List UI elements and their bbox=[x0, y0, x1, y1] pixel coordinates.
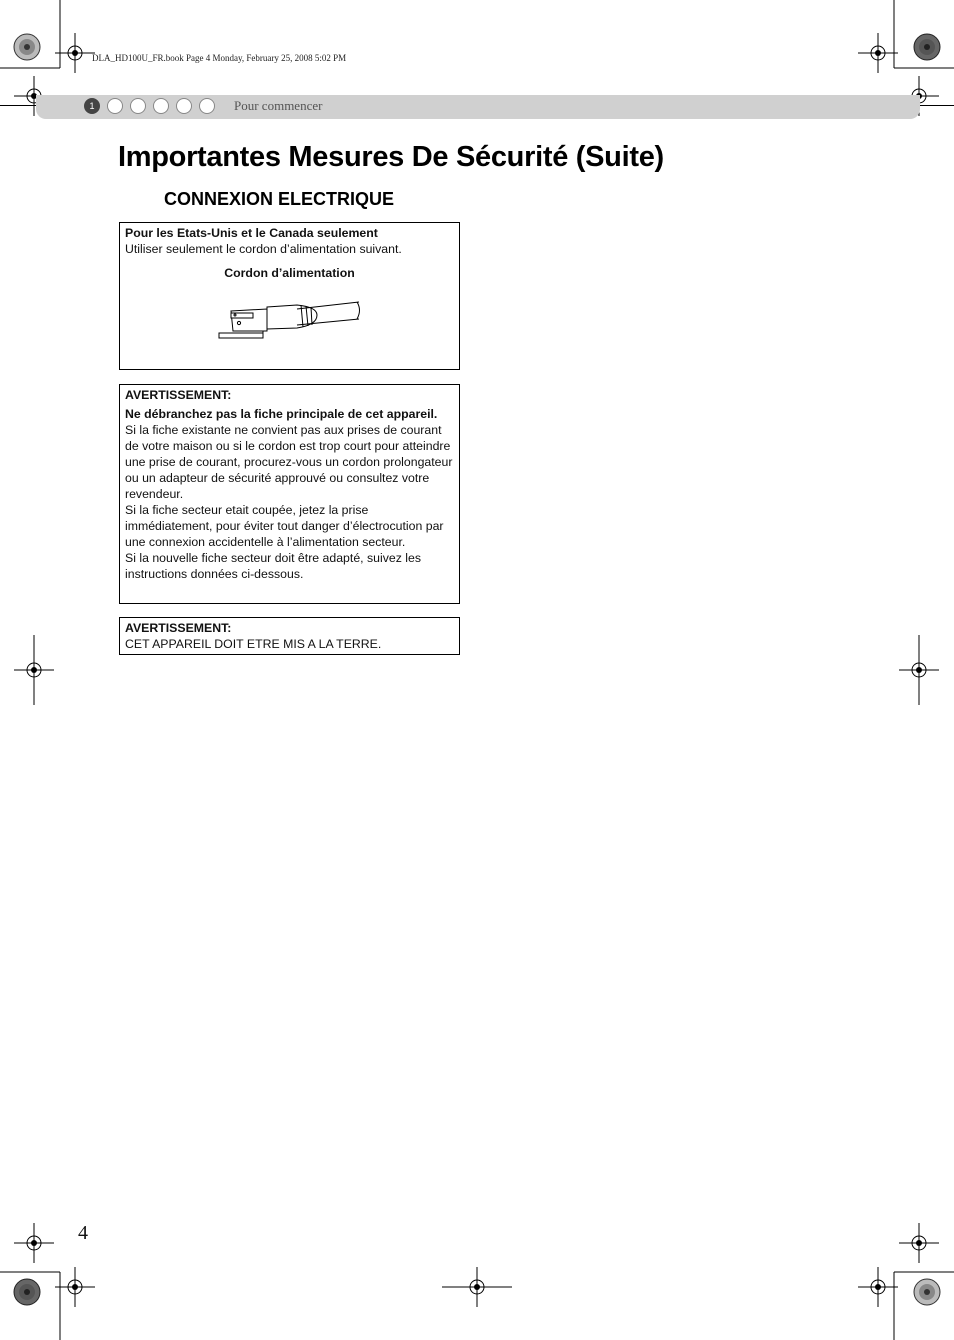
warning-heading: AVERTISSEMENT: bbox=[125, 388, 232, 402]
page-title: Importantes Mesures De Sécurité (Suite) bbox=[118, 141, 664, 173]
registration-target-icon bbox=[899, 1223, 939, 1263]
step-dot bbox=[176, 98, 192, 114]
warning-ground-box bbox=[119, 617, 460, 655]
box-text: Utiliser seulement le cordon d’alimentation suivant. bbox=[125, 242, 402, 256]
print-metadata: DLA_HD100U_FR.book Page 4 Monday, February 25, 2008 5:02 PM bbox=[92, 53, 347, 63]
step-dot bbox=[130, 98, 146, 114]
warning-text: CET APPAREIL DOIT ETRE MIS A LA TERRE. bbox=[125, 637, 382, 651]
step-dot-active: 1 bbox=[84, 98, 100, 114]
warning-paragraph: Si la fiche secteur etait coupée, jetez la prise immédiatement, pour éviter tout danger d’électrocution par une connexion accidentelle à l’alimentation secteur. bbox=[125, 503, 444, 549]
warning-paragraph: Si la nouvelle fiche secteur doit être adapté, suivez les instructions données ci-dessous. bbox=[125, 551, 421, 581]
step-dot bbox=[107, 98, 123, 114]
registration-target-icon bbox=[858, 33, 898, 73]
page-number: 4 bbox=[78, 1222, 88, 1244]
calibration-rosette-icon bbox=[913, 1278, 941, 1306]
section-subtitle: CONNEXION ELECTRIQUE bbox=[164, 189, 395, 209]
calibration-rosette-icon bbox=[13, 1278, 41, 1306]
figure-caption: Cordon d’alimentation bbox=[224, 266, 355, 280]
registration-target-icon bbox=[858, 1267, 898, 1307]
step-dot bbox=[199, 98, 215, 114]
step-dot bbox=[153, 98, 169, 114]
section-label: Pour commencer bbox=[234, 98, 323, 113]
warning-heading: AVERTISSEMENT: bbox=[125, 621, 232, 635]
registration-target-icon bbox=[55, 1267, 95, 1307]
registration-target-icon bbox=[14, 1223, 54, 1263]
warning-plug-box bbox=[119, 384, 460, 604]
warning-paragraph: Si la fiche existante ne convient pas aux prises de courant de votre maison ou si le cordon est trop court pour atteindre une prise de courant, procurez-vous un cordon prolongateur ou un adapteur de sécurité approuvé ou consultez votre revendeur. bbox=[125, 423, 453, 501]
registration-target-icon bbox=[899, 635, 939, 705]
power-plug-icon bbox=[217, 295, 362, 343]
box-heading: Pour les Etats-Unis et le Canada seulement bbox=[125, 226, 378, 240]
calibration-rosette-icon bbox=[913, 33, 941, 61]
registration-target-icon bbox=[55, 33, 95, 73]
power-cord-box bbox=[119, 222, 460, 370]
warning-subheading: Ne débranchez pas la fiche principale de cet appareil. bbox=[125, 407, 438, 421]
registration-target-icon bbox=[442, 1267, 512, 1307]
step-indicator bbox=[84, 98, 215, 116]
calibration-rosette-icon bbox=[13, 33, 41, 61]
registration-target-icon bbox=[14, 635, 54, 705]
